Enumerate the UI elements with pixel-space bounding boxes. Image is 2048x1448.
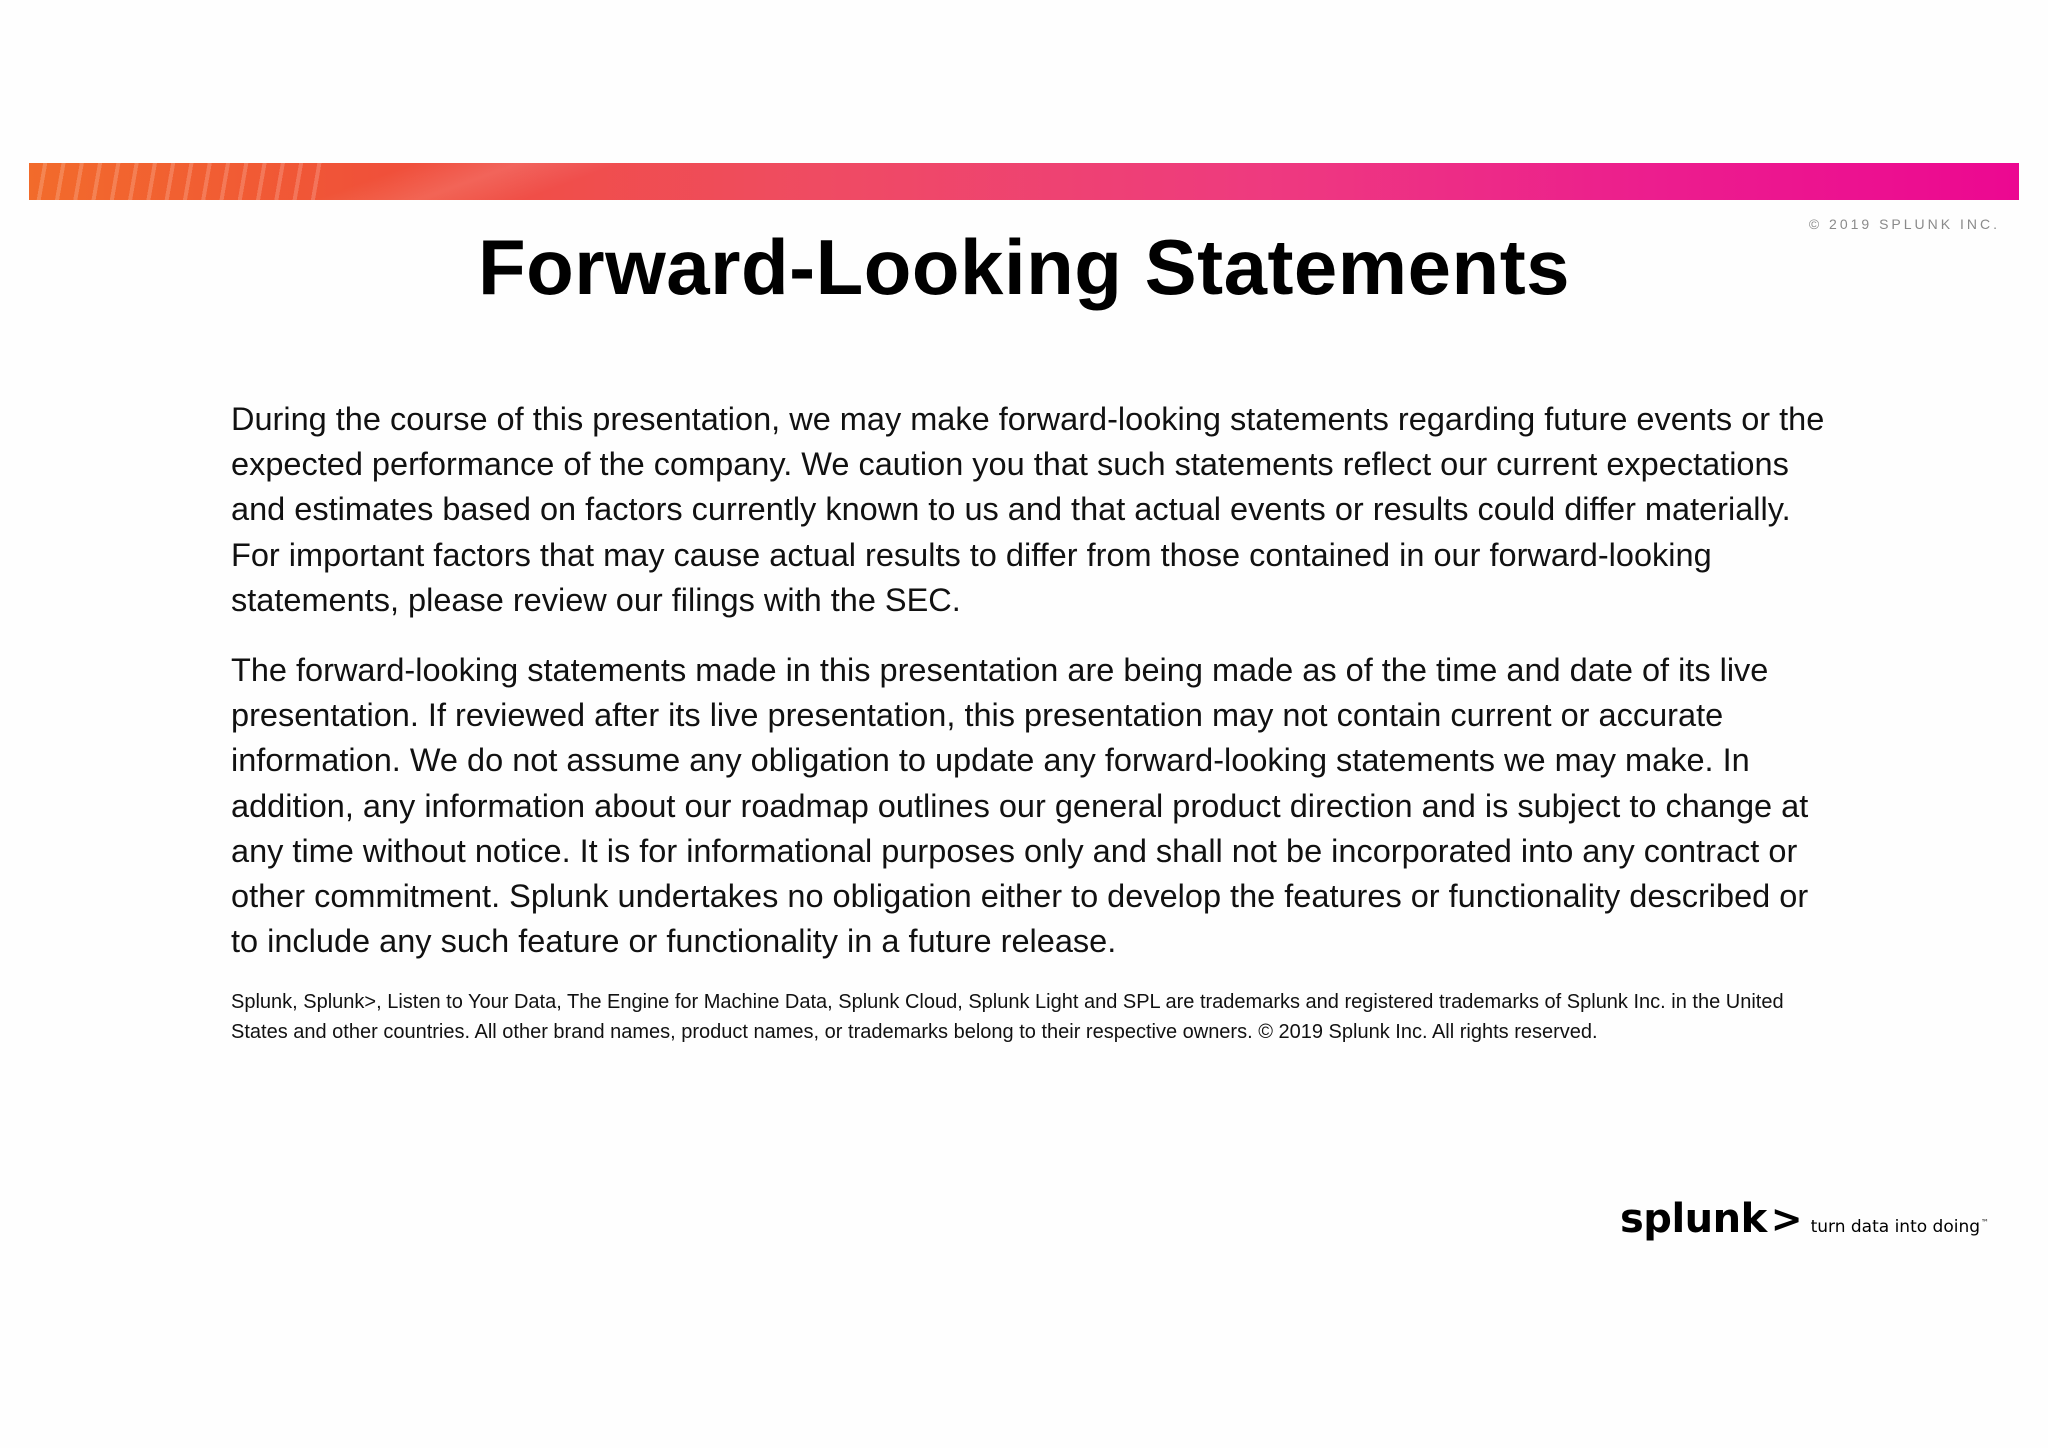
splunk-brand-logo — [1620, 1196, 1989, 1252]
splunk-chevron-icon: > — [1770, 1197, 1803, 1241]
header-gradient-band — [29, 163, 2019, 200]
band-sheen-decoration — [259, 163, 679, 200]
splunk-wordmark: splunk — [1620, 1196, 1767, 1242]
slide-title: Forward-Looking Statements — [477, 223, 1571, 311]
brand-tagline — [1811, 1217, 1989, 1237]
brand-tagline-text: turn data into doing — [1810, 1217, 1981, 1237]
paragraph-forward-looking: During the course of this presentation, we may make forward-looking statements regarding future events or the expected performance of the company. We caution you that such statements reflect our current expectations and estimates based on factors currently known to us and that actual events or results could differ materially. For important factors that may cause actual results to differ from those contained in our forward-looking statements, please review our filings with the SEC. — [231, 401, 1825, 618]
copyright-notice: © 2019 SPLUNK INC. — [1808, 216, 2000, 232]
trademark-symbol: ™ — [1981, 1218, 1990, 1228]
trademark-notice: Splunk, Splunk>, Listen to Your Data, The Engine for Machine Data, Splunk Cloud, Splunk Light and SPL are trademarks and registered trademarks of Splunk Inc. in the United States and other countries. All other brand names, product names, or trademarks belong to their respective owners. © 2019 Splunk Inc. All rights reserved. — [231, 991, 1784, 1043]
paragraph-disclaimer: The forward-looking statements made in this presentation are being made as of the time and date of its live presentation. If reviewed after its live presentation, this presentation may not contain current or accurate information. We do not assume any obligation to update any forward-looking statements we may make. In addition, any information about our roadmap outlines our general product direction and is subject to change at any time without notice. It is for informational purposes only and shall not be incorporated into any contract or other commitment. Splunk undertakes no obligation either to develop the features or functionality described or to include any such feature or functionality in a future release. — [231, 652, 1809, 960]
